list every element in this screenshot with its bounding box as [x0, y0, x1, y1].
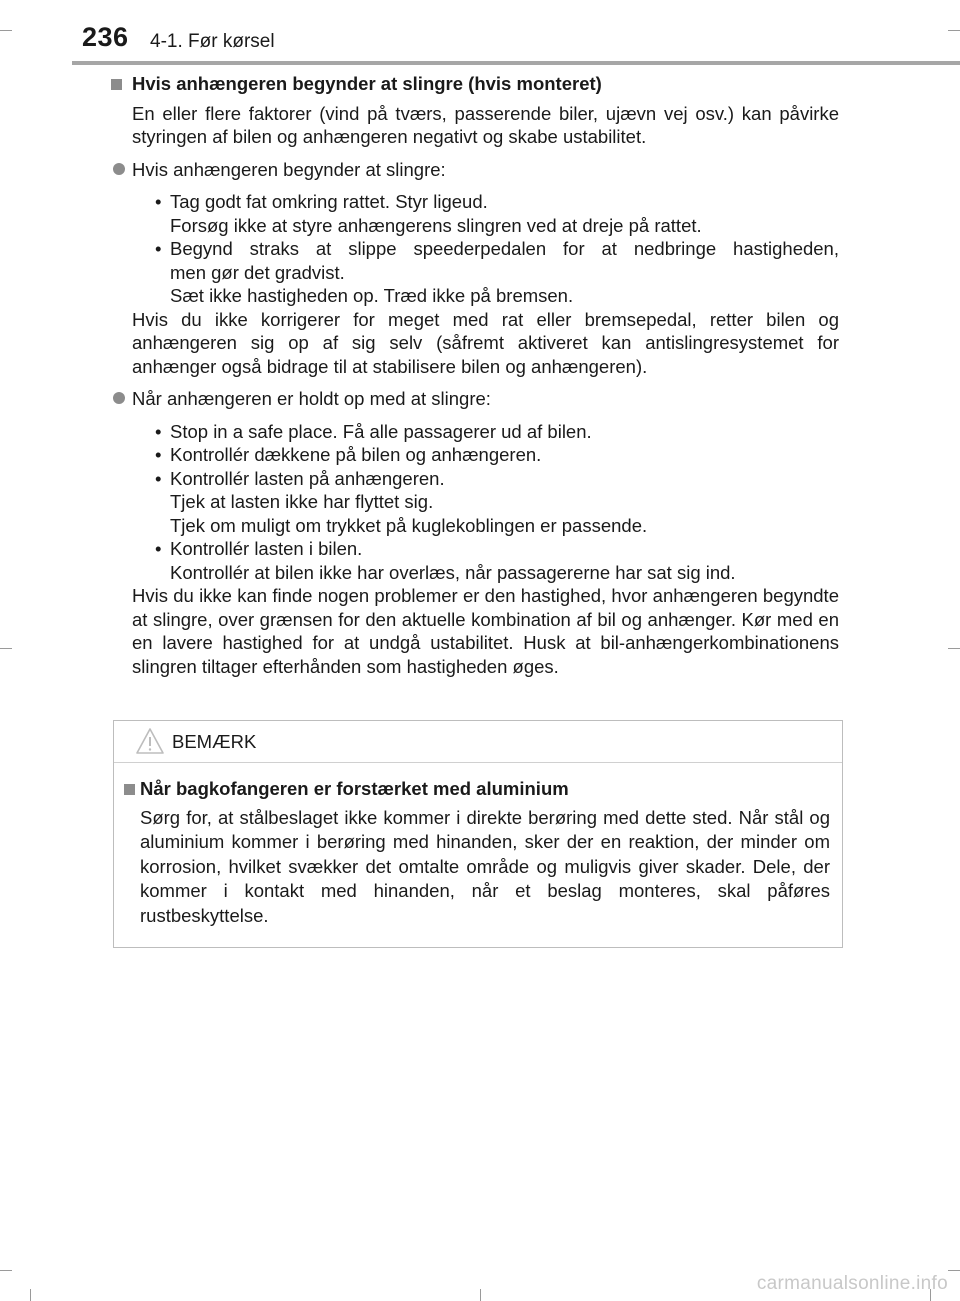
notice-paragraph: Sørg for, at stålbeslaget ikke kommer i direkte berøring med dette sted. Når stål og aluminium kommer i berøring med hinanden, sker der en reaktion, der minder om korrosion, hvilket svækker det omtalte område og muligvis giver skader. Dele, der kommer i kontakt med hinanden, når et beslag monteres, skal påføres rustbeskyttelse.: [140, 806, 830, 926]
bullet-dot: •: [155, 467, 162, 489]
instruction-list: [132, 190, 839, 308]
list-item: [155, 420, 839, 444]
crop-mark: [0, 30, 12, 31]
crop-mark: [0, 1270, 12, 1271]
watermark: carmanualsonline.info: [756, 1273, 948, 1294]
list-item: [155, 237, 839, 308]
case-label: [132, 158, 839, 182]
case-label-text: Når anhængeren er holdt op med at slingre:: [132, 388, 491, 409]
list-item-line: Kontrollér lasten på anhængeren.: [170, 467, 445, 489]
list-item-line: Tjek at lasten ikke har flyttet sig.: [170, 491, 434, 512]
list-item: [155, 537, 839, 584]
list-item-line: Tag godt fat omkring rattet. Styr ligeud.: [170, 191, 488, 212]
crop-mark: [948, 1270, 960, 1271]
header-rule: [72, 61, 960, 65]
bullet-dot: •: [155, 444, 162, 465]
case-label-text: Hvis anhængeren begynder at slingre:: [132, 158, 446, 180]
square-bullet-icon: [124, 784, 135, 795]
bullet-dot: •: [155, 420, 162, 442]
instruction-list: [132, 420, 839, 585]
crop-mark: [30, 1289, 31, 1301]
warning-triangle-icon: [135, 727, 165, 760]
list-item: [155, 443, 839, 467]
bullet-dot: •: [155, 238, 162, 259]
bullet-dot: •: [155, 538, 162, 559]
crop-mark: [948, 648, 960, 649]
section-title: 4-1. Før kørsel: [150, 31, 275, 52]
list-item: [155, 190, 839, 237]
after-paragraph: Hvis du ikke kan finde nogen problemer er den hastighed, hvor anhængeren begyndte at slingre, over grænsen for den aktuelle kombination af bil og anhænger. Kør med en en lavere hastighed for at undgå ustabilitet. Husk at bil-anhængerkombinationens slingren tiltager efterhånden som hastigheden øges.: [132, 585, 839, 677]
intro-paragraph: En eller flere faktorer (vind på tværs, passerende biler, ujævn vej osv.) kan påvirke styringen af bilen og anhængeren negativt og skabe ustabilitet.: [132, 102, 839, 147]
after-paragraph: Hvis du ikke korrigerer for meget med rat eller bremsepedal, retter bilen og anhængeren sig op af sig selv (såfremt aktiveret kan antislingresystemet for anhænger også bidrage til at stabilisere bilen og anhængeren).: [132, 308, 839, 377]
page-number: 236: [82, 22, 129, 52]
section-heading: [132, 72, 839, 96]
list-item-line: Kontrollér at bilen ikke har overlæs, når passagererne har sat sig ind.: [170, 561, 736, 583]
case-label: [132, 387, 839, 411]
list-item-line: Kontrollér dækkene på bilen og anhængeren.: [170, 444, 542, 465]
section-heading-text: Hvis anhængeren begynder at slingre (hvis monteret): [132, 73, 602, 94]
list-item-line: Begynd straks at slippe speederpedalen for at nedbringe hastigheden,: [170, 238, 839, 259]
circle-bullet-icon: [113, 163, 125, 175]
square-bullet-icon: [111, 79, 122, 90]
notice-heading: [140, 777, 830, 802]
list-item-line: Forsøg ikke at styre anhængerens slingren ved at dreje på rattet.: [170, 214, 702, 236]
crop-mark: [0, 648, 12, 649]
list-item-line: Sæt ikke hastigheden op. Træd ikke på bremsen.: [170, 285, 574, 306]
list-item: [155, 467, 839, 538]
circle-bullet-icon: [113, 392, 125, 404]
main-content: [132, 72, 839, 678]
crop-mark: [948, 30, 960, 31]
notice-box: [113, 720, 843, 948]
list-item-line: men gør det gradvist.: [170, 261, 345, 283]
list-item-line: Stop in a safe place. Få alle passagerer ud af bilen.: [170, 420, 592, 442]
bullet-dot: •: [155, 191, 162, 212]
notice-body: [140, 777, 830, 928]
crop-mark: [480, 1289, 481, 1301]
list-item-line: Kontrollér lasten i bilen.: [170, 538, 363, 559]
list-item-line: Tjek om muligt om trykket på kuglekoblingen er passende.: [170, 514, 648, 536]
notice-heading-text: Når bagkofangeren er forstærket med aluminium: [140, 778, 569, 799]
notice-title: BEMÆRK: [172, 731, 257, 752]
notice-header: [114, 721, 842, 763]
